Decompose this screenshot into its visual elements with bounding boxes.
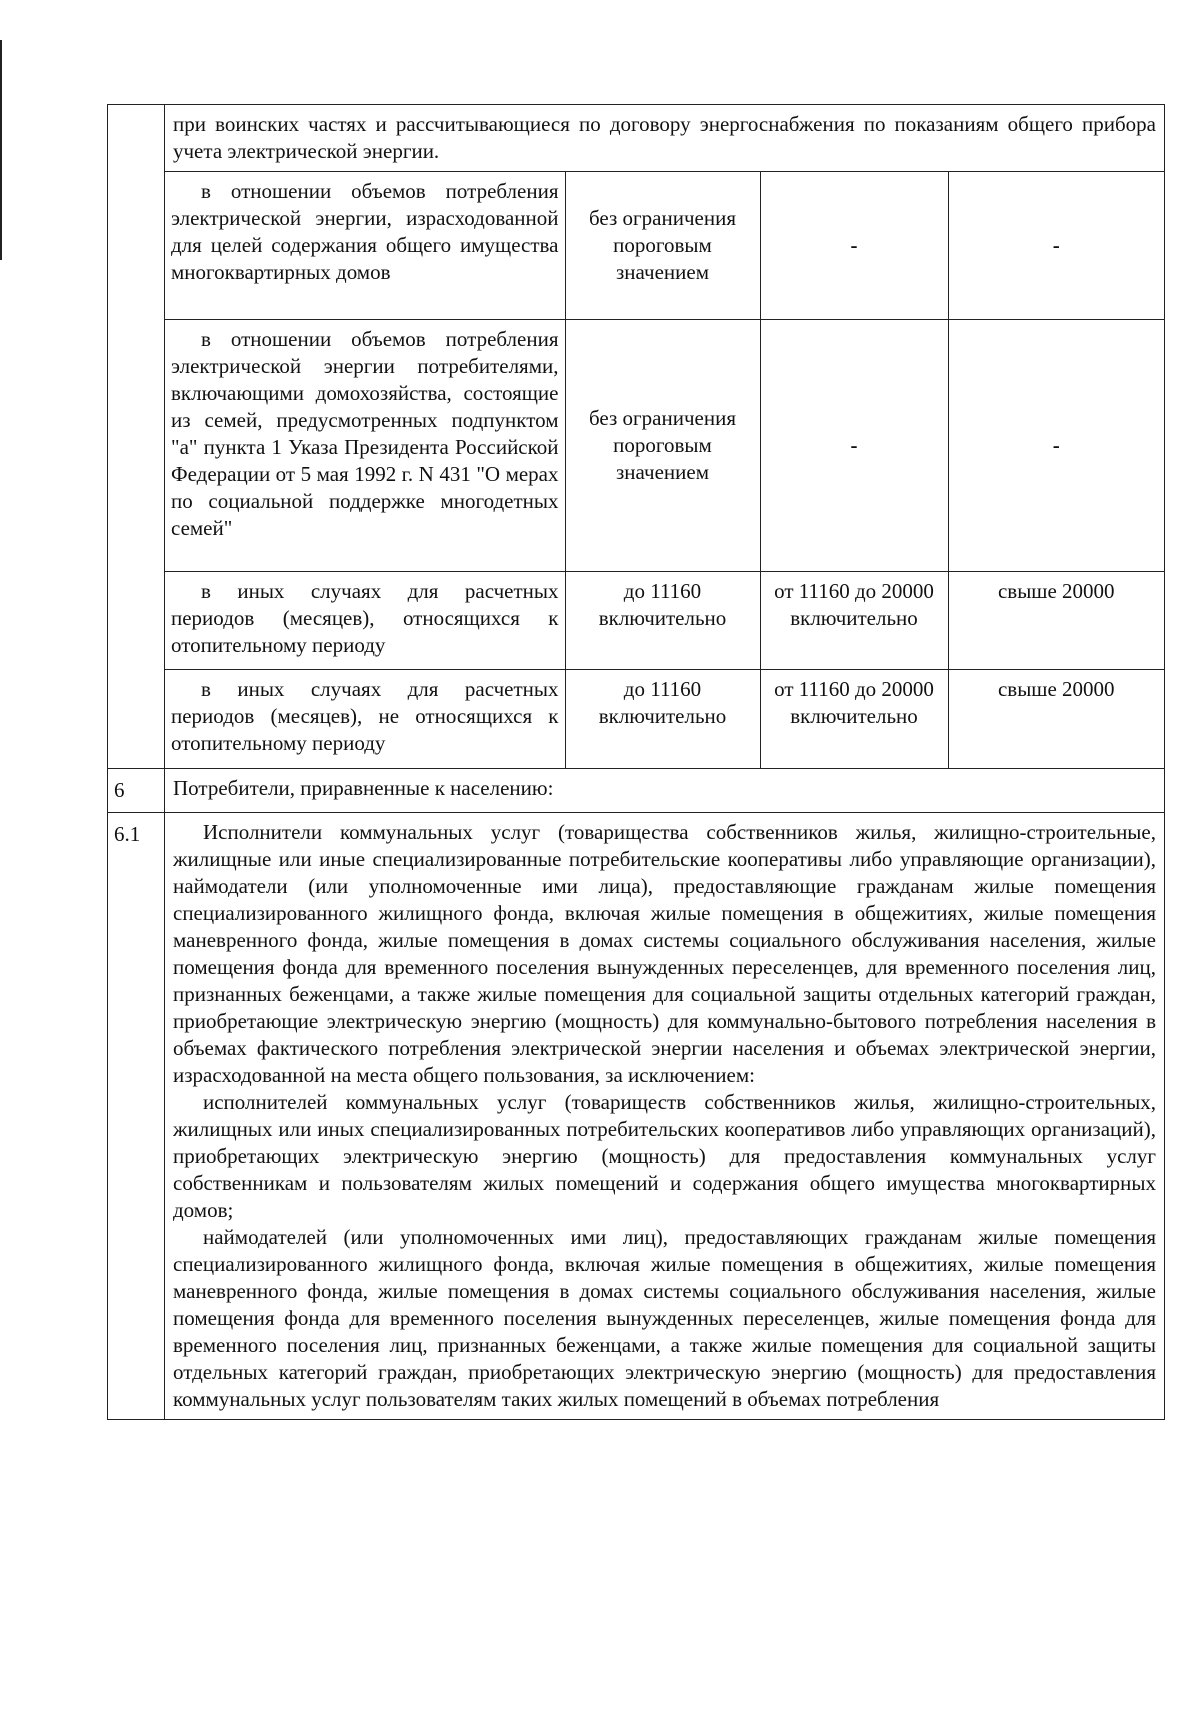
row-content-cell [165, 812, 1165, 1419]
row-content-cell [165, 105, 1165, 769]
subrow-value-3: свыше 20000 [948, 670, 1164, 768]
subrow-description: в иных случаях для расчетных периодов (месяцев), относящихся к отопительному периоду [165, 572, 565, 670]
paragraph: исполнителей коммунальных услуг (товариществ собственников жилья, жилищно-строительных, жилищных или иных специализированных потребительских кооперативов либо управляющих организаций), приобретающих электрическую энергию (мощность) для предоставления коммунальных услуг собственникам и пользователям жилых помещений и содержания общего имущества многоквартирных домов; [173, 1089, 1156, 1222]
subrow-value-3: - [948, 320, 1164, 572]
row-number-cell: 6 [108, 768, 165, 812]
subtable-row [165, 320, 1164, 572]
subrow-description: в отношении объемов потребления электрической энергии потребителями, включающими домохозяйства, состоящие из семей, предусмотренных подпунктом "а" пункта 1 Указа Президента Российской Федерации от 5 мая 1992 г. N 431 "О мерах по социальной поддержке многодетных семей" [165, 320, 565, 572]
subrow-value-1: до 11160 включительно [565, 670, 760, 768]
subrow-value-2: от 11160 до 20000 включительно [760, 670, 948, 768]
subrow-value-1: без ограничения пороговым значением [565, 320, 760, 572]
subrow-value-2: - [760, 172, 948, 320]
subtable-row [165, 172, 1164, 320]
subtable-row [165, 572, 1164, 670]
subrow-value-3: - [948, 172, 1164, 320]
continuation-text: при воинских частях и рассчитывающиеся по договору энергоснабжения по показаниям общего прибора учета электрической энергии. [173, 112, 1156, 163]
tariff-table [107, 104, 1165, 1420]
subrow-description: в отношении объемов потребления электрической энергии, израсходованной для целей содержания общего имущества многоквартирных домов [165, 172, 565, 320]
row-number-cell: 6.1 [108, 812, 165, 1419]
subrow-description: в иных случаях для расчетных периодов (месяцев), не относящихся к отопительному периоду [165, 670, 565, 768]
subtable-row [165, 670, 1164, 768]
row-number-cell [108, 105, 165, 769]
table-row-continuation [108, 105, 1165, 769]
paragraph: Исполнители коммунальных услуг (товарищества собственников жилья, жилищно-строительные, жилищные или иные специализированные потребительские кооперативы либо управляющие организации), наймодатели (или уполномоченные ими лица), предоставляющие гражданам жилые помещения специализированного жилищного фонда, включая жилые помещения в общежитиях, жилые помещения маневренного фонда, жилые помещения в домах системы социального обслуживания населения, жилые помещения фонда для временного поселения вынужденных переселенцев, для временного поселения лиц, признанных беженцами, а также жилые помещения для социальной защиты отдельных категорий граждан, приобретающие электрическую энергию (мощность) для коммунально-бытового потребления населения в объемах фактического потребления электрической энергии населения и объемах электрической энергии, израсходованной на места общего пользования, за исключением: [173, 819, 1156, 1087]
table-row-6-1 [108, 812, 1165, 1419]
subrow-value-2: - [760, 320, 948, 572]
threshold-subtable [165, 171, 1164, 768]
row-heading-cell: Потребители, приравненные к населению: [165, 768, 1165, 812]
paragraph: наймодателей (или уполномоченных ими лиц), предоставляющих гражданам жилые помещения специализированного жилищного фонда, включая жилые помещения в общежитиях, жилые помещения маневренного фонда, жилые помещения в домах системы социального обслуживания населения, жилые помещения фонда для временного поселения вынужденных переселенцев, жилые помещения фонда для временного поселения лиц, признанных беженцами, а также жилые помещения для социальной защиты отдельных категорий граждан, приобретающих электрическую энергию (мощность) для предоставления коммунальных услуг пользователям таких жилых помещений в объемах потребления [173, 1224, 1156, 1411]
subrow-value-2: от 11160 до 20000 включительно [760, 572, 948, 670]
subrow-value-1: без ограничения пороговым значением [565, 172, 760, 320]
subrow-value-3: свыше 20000 [948, 572, 1164, 670]
scan-margin-line [0, 40, 2, 260]
table-row-6 [108, 768, 1165, 812]
subrow-value-1: до 11160 включительно [565, 572, 760, 670]
